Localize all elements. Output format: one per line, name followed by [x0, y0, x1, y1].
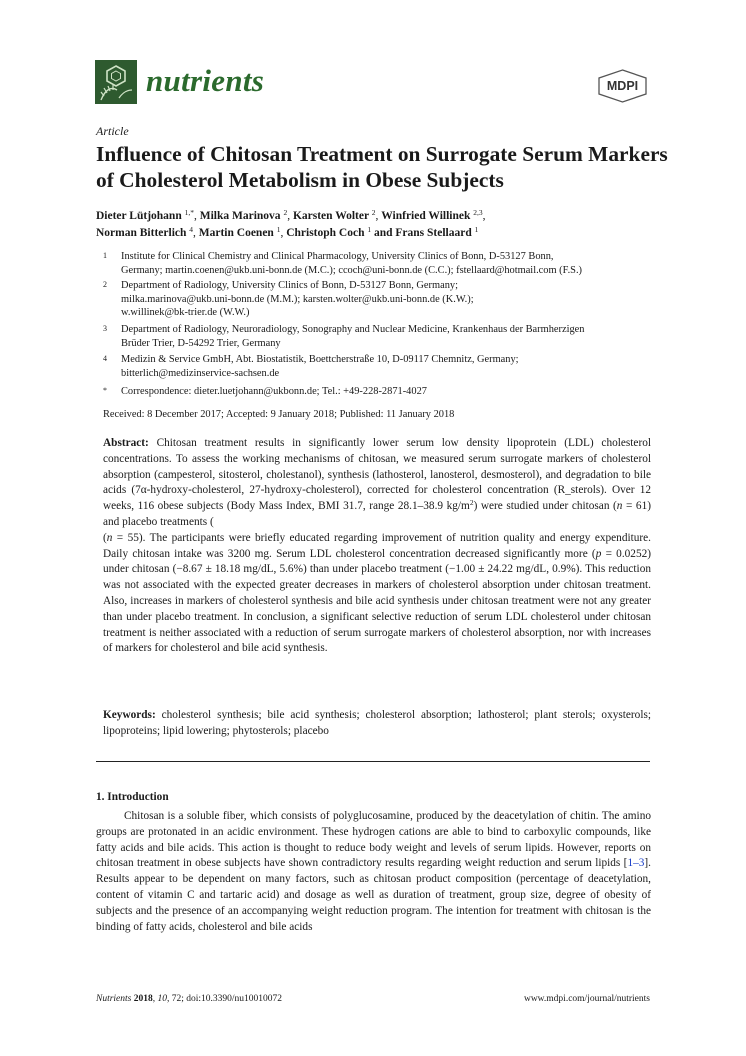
- author-list: Dieter Lütjohann $^{1,*}$, Milka Marinova $^2$, Karsten Wolter $^2$, Winfried Willinek $^{2,3}$, Norman Bitterlich $^4$, Martin Coenen $^1$, Christoph Coch $^1$ and Frans Stellaard $^1$: [96, 208, 486, 239]
- affiliation: Medizin & Service GmbH, Abt. Biostatistik, Boettcherstraße 10, D-09117 Chemnitz, Germany; bitterlich@medizinservice-sachsen.de: [121, 354, 519, 379]
- publisher-logo[interactable]: [595, 68, 650, 104]
- affiliation: Department of Radiology, University Clinics of Bonn, D-53127 Bonn, Germany; milka.marinova@ukb.uni-bonn.de (M.M.); karsten.wolter@ukb.uni-bonn.de (K.W.); w.willinek@bk-trier.de (W.W.): [121, 280, 474, 319]
- affiliation: Department of Radiology, Neuroradiology, Sonography and Nuclear Medicine, Krankenhaus der Barmherzigen Brüder Trier, D-54292 Trier, Germany: [121, 324, 585, 349]
- author-and: and: [373, 227, 393, 239]
- author-name: Karsten Wolter: [292, 210, 369, 222]
- affiliation-mark: 4: [103, 354, 107, 363]
- article-type: Article: [96, 124, 129, 138]
- section-heading: 1. Introduction: [96, 791, 169, 803]
- publication-dates: Received: 8 December 2017; Accepted: 9 January 2018; Published: 11 January 2018: [103, 409, 455, 420]
- keywords: Keywords: cholesterol synthesis; bile acid synthesis; cholesterol absorption; lathosterol; plant sterols; oxysterols; lipoproteins; lipid lowering; phytosterols; placebo: [103, 709, 651, 737]
- citation-link[interactable]: 1–3: [627, 857, 645, 870]
- abstract: Abstract: Chitosan treatment results in significantly lower serum low density lipoprotein (LDL) cholesterol concentrations. To assess the working mechanisms of chitosan, we measured serum surrogate markers of cholesterol absorption (campesterol, sitosterol, cholestanol), synthesis (lathosterol, lanosterol, desmosterol), and degradation to bile acids (7α-hydroxy-cholesterol, 27-hydroxy-cholesterol), corrected for cholesterol concentration (R_sterols). Over 12 weeks, 116 obese subjects (Body Mass Index, BMI 31.7, range 28.1–38.9 $kg/m^2$) were studied under chitosan (n = 61) and placebo treatments ( (n = 55). The participants were briefly educated regarding improvement of nutrition quality and energy expenditure. Daily chitosan intake was 3200 mg. Serum LDL cholesterol concentration decreased significantly more (p = 0.0252) under chitosan (−8.67 ± 18.18 mg/dL, 5.6%) than under placebo treatment (−1.00 ± 24.22 mg/dL, 0.9%). This reduction was not associated with the expected greater decreases in markers of cholesterol absorption under chitosan treatment. Also, increases in markers of cholesterol synthesis and bile acid synthesis under chitosan treatment were not any greater than under placebo treatment. In conclusion, a significant selective reduction of serum LDL cholesterol under chitosan treatment is neither associated with a reduction of serum surrogate markers of cholesterol absorption, nor with increases of markers for cholesterol and bile acid synthesis.: [103, 437, 652, 655]
- affiliation-mark: 1: [103, 251, 107, 260]
- article-title: Influence of Chitosan Treatment on Surrogate Serum Markers of Cholesterol Metabolism in Obese Subjects: [96, 142, 668, 192]
- author-affil-mark: 1: [276, 225, 281, 234]
- leaf-hexagon-icon: [95, 60, 137, 104]
- journal-logo[interactable]: [95, 60, 137, 104]
- intro-paragraph: Chitosan is a soluble fiber, which consists of polyglucosamine, produced by the deacetylation of chitin. The amino groups are protonated in an acidic environment. These hydrogen cations are able to bind to carboxylic compounds, like fatty acids and bile acids. This action is thought to reduce body weight and levels of serum lipids. However, reports on chitosan treatment in obese subjects have shown contradictory results regarding weight reduction and serum lipids [1–3]. Results appear to be dependent on many factors, such as chitosan product composition (percentage of deacetylation, content of vitamin C and tartaric acid) and dosage as well as duration of treatment, group size, degree of obesity of subjects and the presence of an accompanying weight reduction program. The intention for treatment with chitosan is the binding of fatty acids, cholesterol and bile acids: [96, 810, 651, 933]
- affiliation-mark: *: [103, 386, 107, 395]
- author-name: Milka Marinova: [199, 210, 281, 222]
- author-name: Frans Stellaard: [395, 227, 472, 239]
- author-name: Norman Bitterlich: [96, 227, 187, 239]
- author-affil-mark: 4: [189, 225, 194, 234]
- author-affil-mark: 2,3: [473, 208, 483, 217]
- affiliation: Institute for Clinical Chemistry and Clinical Pharmacology, University Clinics of Bonn, D-53127 Bonn, Germany; martin.coenen@ukb.uni-bonn.de (M.C.); ccoch@uni-bonn.de (C.C.); fstellaard@hotmail.com (F.S.): [121, 251, 583, 276]
- footer-journal-url[interactable]: www.mdpi.com/journal/nutrients: [523, 994, 650, 1004]
- author-name: Christoph Coch: [286, 227, 365, 239]
- author-affil-mark: 1: [474, 225, 479, 234]
- author-affil-mark: 1: [367, 225, 372, 234]
- publisher-name: MDPI: [606, 79, 639, 93]
- footer-citation: Nutrients 2018, 10, 72; doi:10.3390/nu10010072: [96, 994, 283, 1004]
- keywords-label: Keywords:: [103, 709, 156, 721]
- author-affil-mark: 1,*: [184, 208, 194, 217]
- abstract-label: Abstract:: [103, 437, 149, 449]
- correspondence: Correspondence: dieter.luetjohann@ukbonn.de; Tel.: +49-228-2871-4027: [121, 386, 427, 397]
- journal-name[interactable]: nutrients: [146, 63, 265, 98]
- author-name: Winfried Willinek: [381, 210, 471, 222]
- author-affil-mark: 2: [283, 208, 288, 217]
- author-name: Dieter Lütjohann: [96, 210, 182, 222]
- affiliation-mark: 2: [103, 280, 107, 289]
- section-divider: [96, 761, 650, 762]
- affiliation-mark: 3: [103, 324, 107, 333]
- author-name: Martin Coenen: [198, 227, 274, 239]
- author-affil-mark: 2: [371, 208, 376, 217]
